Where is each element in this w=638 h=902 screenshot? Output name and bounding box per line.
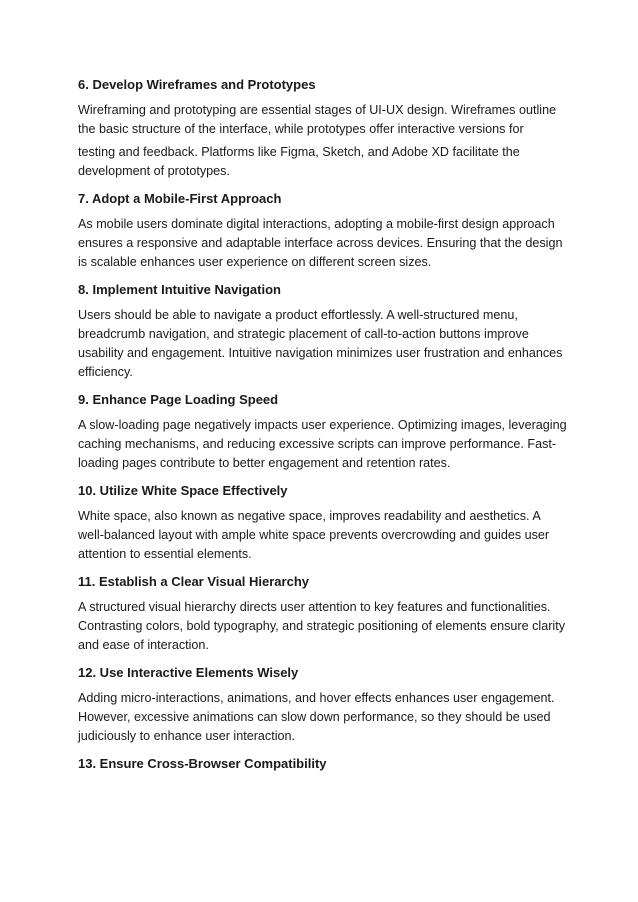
section-heading: 8. Implement Intuitive Navigation <box>78 282 281 297</box>
section-heading: 10. Utilize White Space Effectively <box>78 483 288 498</box>
section-7 <box>78 190 568 272</box>
section-paragraph: A slow-loading page negatively impacts user experience. Optimizing images, leveraging caching mechanisms, and reducing excessive scripts can improve performance. Fast-loading pages contribute to better engagement and retention rates. <box>78 418 567 470</box>
section-12 <box>78 664 568 746</box>
section-heading: 9. Enhance Page Loading Speed <box>78 392 279 407</box>
section-6 <box>78 76 568 181</box>
section-heading: 11. Establish a Clear Visual Hierarchy <box>78 574 309 589</box>
section-paragraph: White space, also known as negative space, improves readability and aesthetics. A well-balanced layout with ample white space prevents overcrowding and guides user attention to essential elements. <box>78 509 550 561</box>
section-13 <box>78 755 568 773</box>
section-9 <box>78 391 568 473</box>
section-8 <box>78 281 568 382</box>
section-11 <box>78 573 568 655</box>
section-paragraph: A structured visual hierarchy directs user attention to key features and functionalities. Contrasting colors, bold typography, and strategic positioning of elements ensure clarity and ease of interaction. <box>78 600 565 652</box>
section-heading: 12. Use Interactive Elements Wisely <box>78 665 299 680</box>
section-heading: 13. Ensure Cross-Browser Compatibility <box>78 756 327 771</box>
section-paragraph: Wireframing and prototyping are essential stages of UI-UX design. Wireframes outline the basic structure of the interface, while prototypes offer interactive versions for <box>78 103 557 136</box>
section-heading: 7. Adopt a Mobile-First Approach <box>78 191 282 206</box>
section-heading: 6. Develop Wireframes and Prototypes <box>78 77 316 92</box>
section-paragraph: Users should be able to navigate a product effortlessly. A well-structured menu, breadcrumb navigation, and strategic placement of call-to-action buttons improve usability and engagement. Intuitive navigation minimizes user frustration and enhances efficiency. <box>78 308 563 379</box>
section-paragraph: Adding micro-interactions, animations, and hover effects enhances user engagement. However, excessive animations can slow down performance, so they should be used judiciously to enhance user interaction. <box>78 691 555 743</box>
section-paragraph: testing and feedback. Platforms like Figma, Sketch, and Adobe XD facilitate the development of prototypes. <box>78 145 520 178</box>
section-paragraph: As mobile users dominate digital interactions, adopting a mobile-first design approach ensures a responsive and adaptable interface across devices. Ensuring that the design is scalable enhances user experience on different screen sizes. <box>78 217 563 269</box>
section-10 <box>78 482 568 564</box>
